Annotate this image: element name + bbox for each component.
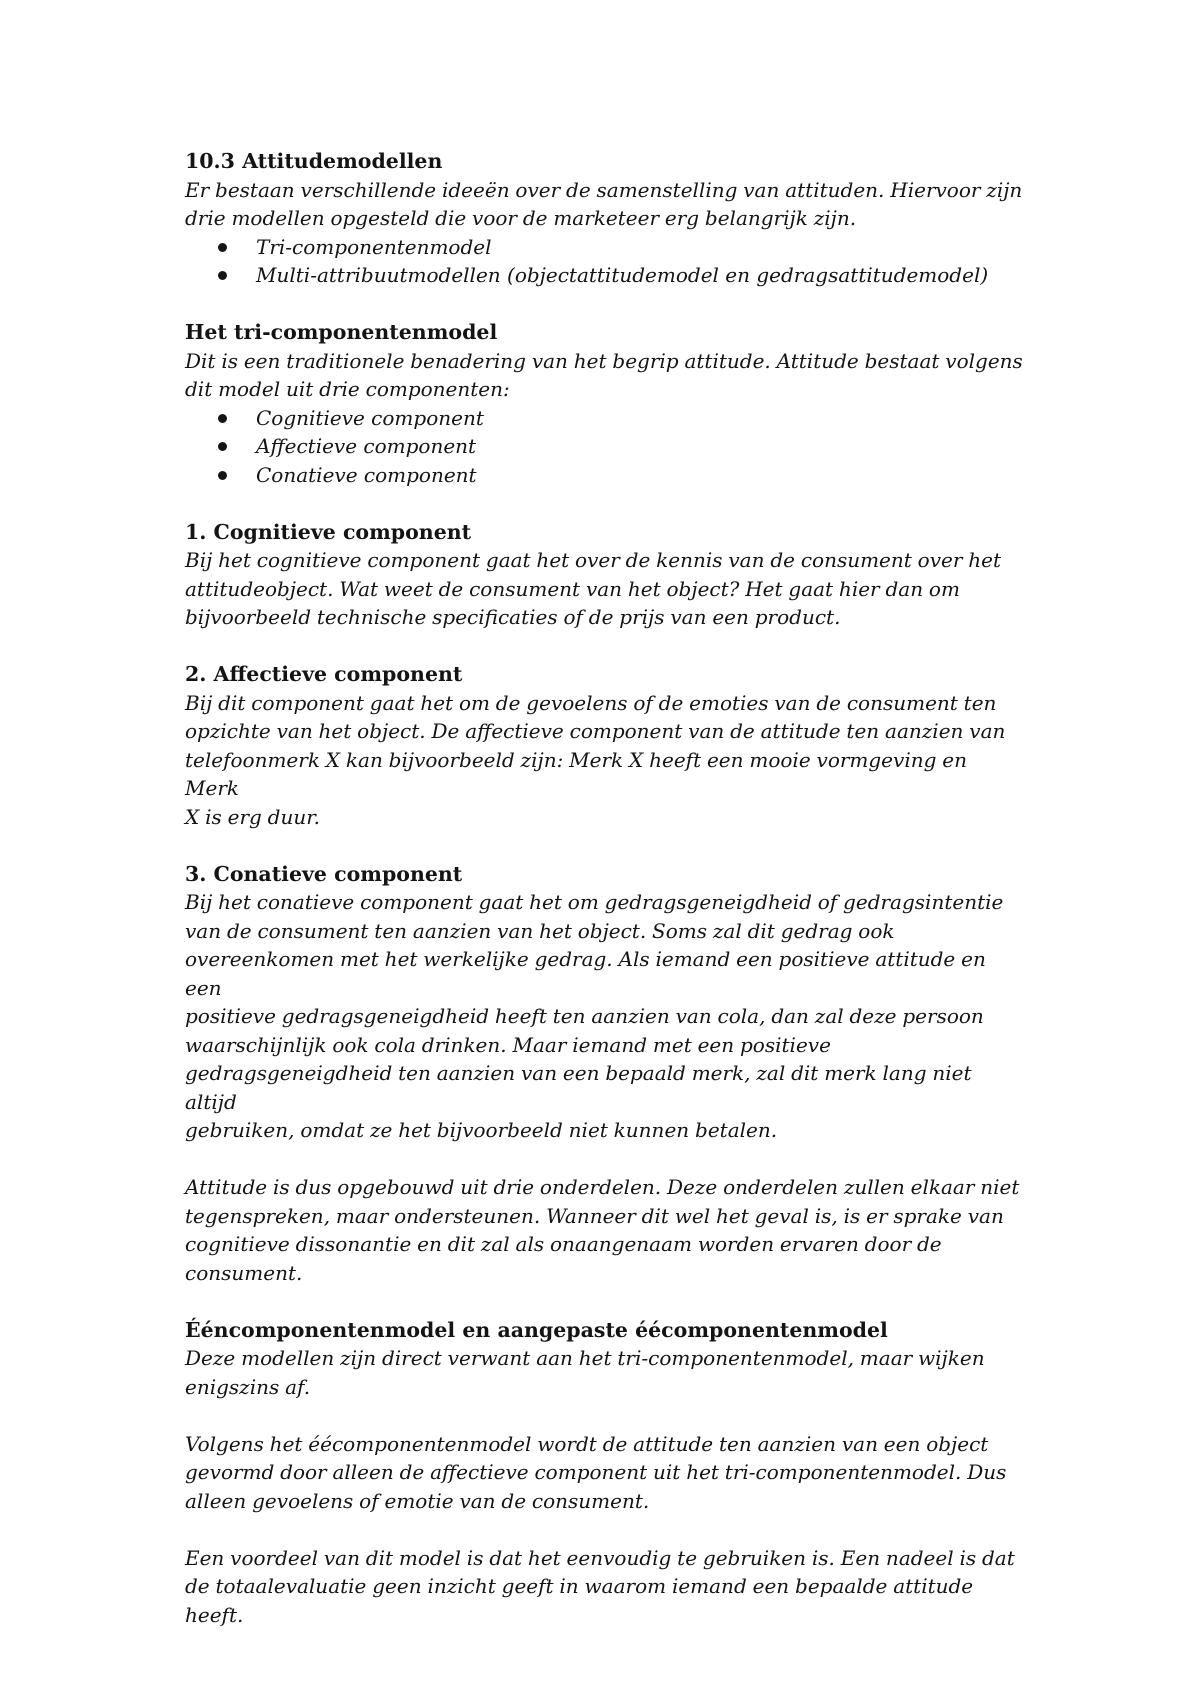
text-line: X is erg duur. <box>185 804 320 829</box>
text-line: gevormd door alleen de affectieve component uit het tri-componentenmodel. Dus <box>185 1460 1007 1484</box>
list-item-text: Multi-attribuutmodellen (objectattitudemodel en gedragsattitudemodel) <box>256 263 989 287</box>
section-heading-tri-componentenmodel: Het tri-componentenmodel <box>185 320 498 344</box>
text-line: gebruiken, omdat ze het bijvoorbeeld niet kunnen betalen. <box>185 1118 778 1142</box>
text-line: waarschijnlijk ook cola drinken. Maar iemand met een positieve <box>185 1032 831 1057</box>
paragraph-eencomponent-intro <box>185 1344 1025 1401</box>
bullet-icon <box>218 271 227 280</box>
spacer <box>185 1145 1035 1174</box>
list-item-text: Cognitieve component <box>256 405 484 430</box>
text-line: de totaalevaluatie geen inzicht geeft in waarom iemand een bepaalde attitude <box>185 1574 974 1598</box>
list-item <box>185 432 1035 461</box>
text-line: van de consument ten aanzien van het object. Soms zal dit gedrag ook <box>185 918 895 943</box>
text-line: heeft. <box>185 1602 244 1627</box>
text-line: Bij dit component gaat het om de gevoelens of de emoties van de consument ten <box>185 690 997 715</box>
text-line: opzichte van het object. De affectieve component van de attitude ten aanzien van <box>185 719 1006 743</box>
paragraph-intro <box>185 176 1025 233</box>
section-heading-cognitieve-component: 1. Cognitieve component <box>185 519 472 544</box>
text-line: positieve gedragsgeneigdheid heeft ten aanzien van cola, dan zal deze persoon <box>185 1004 984 1028</box>
text-line: Deze modellen zijn direct verwant aan het tri-componentenmodel, maar wijken <box>185 1346 985 1370</box>
text-line: Een voordeel van dit model is dat het eenvoudig te gebruiken is. Een nadeel is dat <box>185 1545 1015 1570</box>
text-line: Attitude is dus opgebouwd uit drie onderdelen. Deze onderdelen zullen elkaar niet <box>185 1175 1020 1199</box>
text-line: Er bestaan verschillende ideeën over de samenstelling van attituden. Hiervoor zijn <box>185 177 1023 202</box>
text-line: alleen gevoelens of emotie van de consument. <box>185 1488 650 1513</box>
bullet-list-models <box>185 233 1035 290</box>
text-line: enigszins af. <box>185 1374 311 1399</box>
text-line: Bij het cognitieve component gaat het over de kennis van de consument over het <box>185 548 1002 572</box>
list-item <box>185 261 1035 290</box>
section-heading-affectieve-component: 2. Affectieve component <box>185 662 463 686</box>
text-line: cognitieve dissonantie en dit zal als onaangenaam worden ervaren door de <box>185 1232 942 1256</box>
spacer <box>185 831 1035 860</box>
text-line: gedragsgeneigdheid ten aanzien van een bepaald merk, zal dit merk lang niet altijd <box>185 1061 972 1114</box>
text-line: consument. <box>185 1260 303 1285</box>
text-line: attitudeobject. Wat weet de consument van het object? Het gaat hier dan om <box>185 576 960 601</box>
text-line: dit model uit drie componenten: <box>185 377 510 401</box>
bullet-icon <box>218 243 227 252</box>
spacer <box>185 1287 1035 1316</box>
paragraph-attitude-summary <box>185 1173 1025 1287</box>
list-item <box>185 233 1035 262</box>
spacer <box>185 1401 1035 1430</box>
text-line: bijvoorbeeld technische specificaties of de prijs van een product. <box>185 605 841 629</box>
text-line: telefoonmerk X kan bijvoorbeeld zijn: Merk X heeft een mooie vormgeving en Merk <box>185 747 967 800</box>
spacer <box>185 290 1035 319</box>
text-line: Bij het conatieve component gaat het om gedragsgeneigdheid of gedragsintentie <box>185 890 1004 914</box>
paragraph-cognitieve <box>185 546 1025 632</box>
document-page <box>185 147 1035 1629</box>
text-line: overeenkomen met het werkelijke gedrag. Als iemand een positieve attitude en een <box>185 947 986 1000</box>
paragraph-eencomponent-evaluation <box>185 1544 1025 1630</box>
list-item <box>185 404 1035 433</box>
paragraph-conatieve <box>185 888 1025 1145</box>
paragraph-tri-intro <box>185 347 1025 404</box>
paragraph-affectieve <box>185 689 1025 832</box>
bullet-list-components <box>185 404 1035 490</box>
text-line: tegenspreken, maar ondersteunen. Wanneer dit wel het geval is, is er sprake van <box>185 1203 1004 1228</box>
paragraph-eencomponent-definition <box>185 1430 1025 1516</box>
list-item-text: Tri-componentenmodel <box>256 234 492 259</box>
bullet-icon <box>218 471 227 480</box>
list-item-text: Affectieve component <box>256 434 477 458</box>
spacer <box>185 489 1035 518</box>
spacer <box>185 632 1035 661</box>
section-heading-conatieve-component: 3. Conatieve component <box>185 861 463 886</box>
list-item-text: Conatieve component <box>256 462 477 487</box>
bullet-icon <box>218 442 227 451</box>
list-item <box>185 461 1035 490</box>
spacer <box>185 1515 1035 1544</box>
text-line: Volgens het éécomponentenmodel wordt de attitude ten aanzien van een object <box>185 1431 989 1456</box>
text-line: drie modellen opgesteld die voor de marketeer erg belangrijk zijn. <box>185 206 857 230</box>
section-heading-eencomponentenmodel: Ééncomponentenmodel en aangepaste éécomponentenmodel <box>185 1317 888 1342</box>
section-heading-attitudemodellen: 10.3 Attitudemodellen <box>185 149 443 173</box>
bullet-icon <box>218 414 227 423</box>
text-line: Dit is een traditionele benadering van het begrip attitude. Attitude bestaat volgens <box>185 348 1023 373</box>
